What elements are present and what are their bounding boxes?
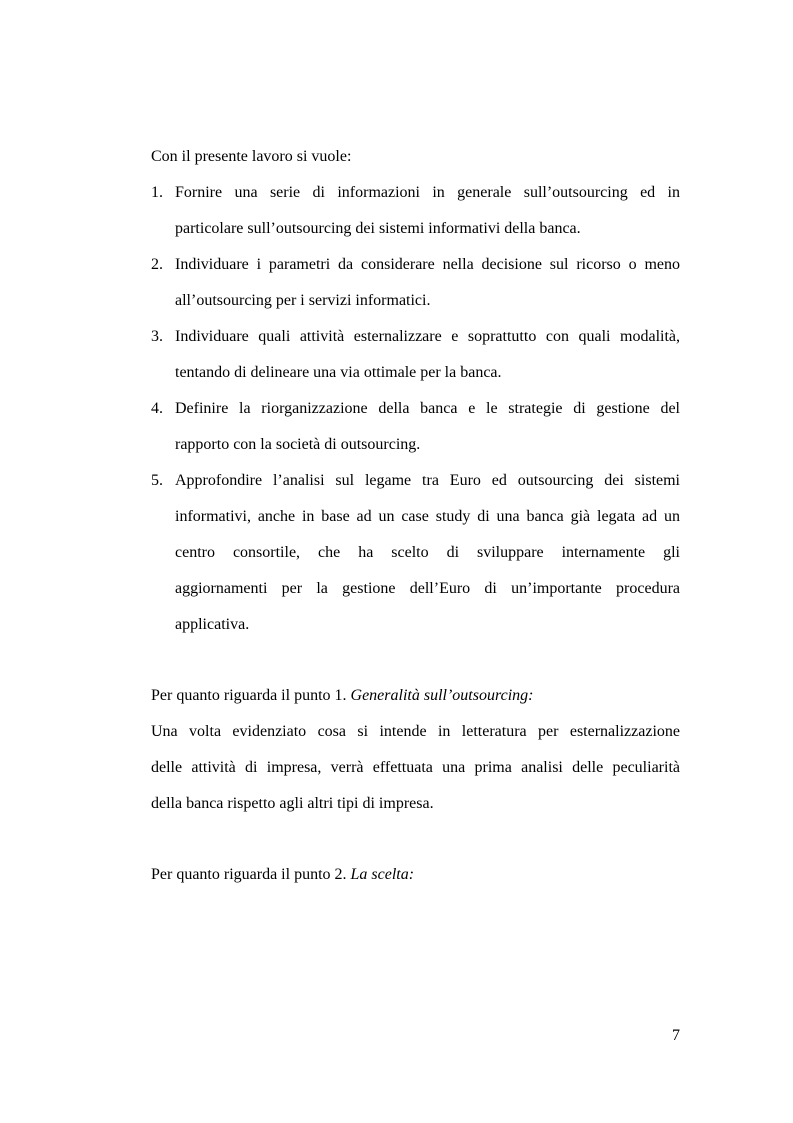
- section-title: Generalità sull’outsourcing:: [350, 687, 534, 704]
- paragraph-line: della banca rispetto agli altri tipi di impresa.: [151, 795, 434, 812]
- list-item-number: 3.: [151, 328, 163, 345]
- list-item-line: Definire la riorganizzazione della banca e le strategie di gestione del: [175, 400, 680, 417]
- list-item-line: rapporto con la società di outsourcing.: [175, 436, 421, 453]
- section-heading-2: [151, 865, 680, 885]
- paragraph-line: delle attività di impresa, verrà effettuata una prima analisi delle peculiarità: [151, 759, 680, 776]
- paragraph-line: Una volta evidenziato cosa si intende in letteratura per esternalizzazione: [151, 723, 680, 740]
- list-item-line: Fornire una serie di informazioni in generale sull’outsourcing ed in: [175, 184, 680, 201]
- list-item-number: 5.: [151, 472, 163, 489]
- page-number: 7: [672, 1027, 680, 1044]
- list-item-line: aggiornamenti per la gestione dell’Euro di un’importante procedura: [175, 580, 680, 597]
- list-item-line: informativi, anche in base ad un case study di una banca già legata ad un: [175, 508, 680, 525]
- list-item-line: tentando di delineare una via ottimale per la banca.: [175, 364, 502, 381]
- list-item-line: Approfondire l’analisi sul legame tra Euro ed outsourcing dei sistemi: [175, 472, 680, 489]
- list-item-number: 4.: [151, 400, 163, 417]
- list-item-number: 2.: [151, 256, 163, 273]
- list-item-line: centro consortile, che ha scelto di sviluppare internamente gli: [175, 544, 680, 561]
- list-item-line: Individuare quali attività esternalizzare e soprattutto con quali modalità,: [175, 328, 680, 345]
- list-item-line: particolare sull’outsourcing dei sistemi informativi della banca.: [175, 220, 581, 237]
- section-lead: Per quanto riguarda il punto 2.: [151, 866, 351, 883]
- list-item-line: applicativa.: [175, 616, 250, 633]
- intro-text: Con il presente lavoro si vuole:: [151, 148, 352, 165]
- list-item-number: 1.: [151, 184, 163, 201]
- list-item-line: all’outsourcing per i servizi informatici.: [175, 292, 431, 309]
- section-lead: Per quanto riguarda il punto 1.: [151, 687, 351, 704]
- section-heading-1: [151, 686, 680, 706]
- section-title: La scelta:: [350, 866, 415, 883]
- list-item-line: Individuare i parametri da considerare nella decisione sul ricorso o meno: [175, 256, 680, 273]
